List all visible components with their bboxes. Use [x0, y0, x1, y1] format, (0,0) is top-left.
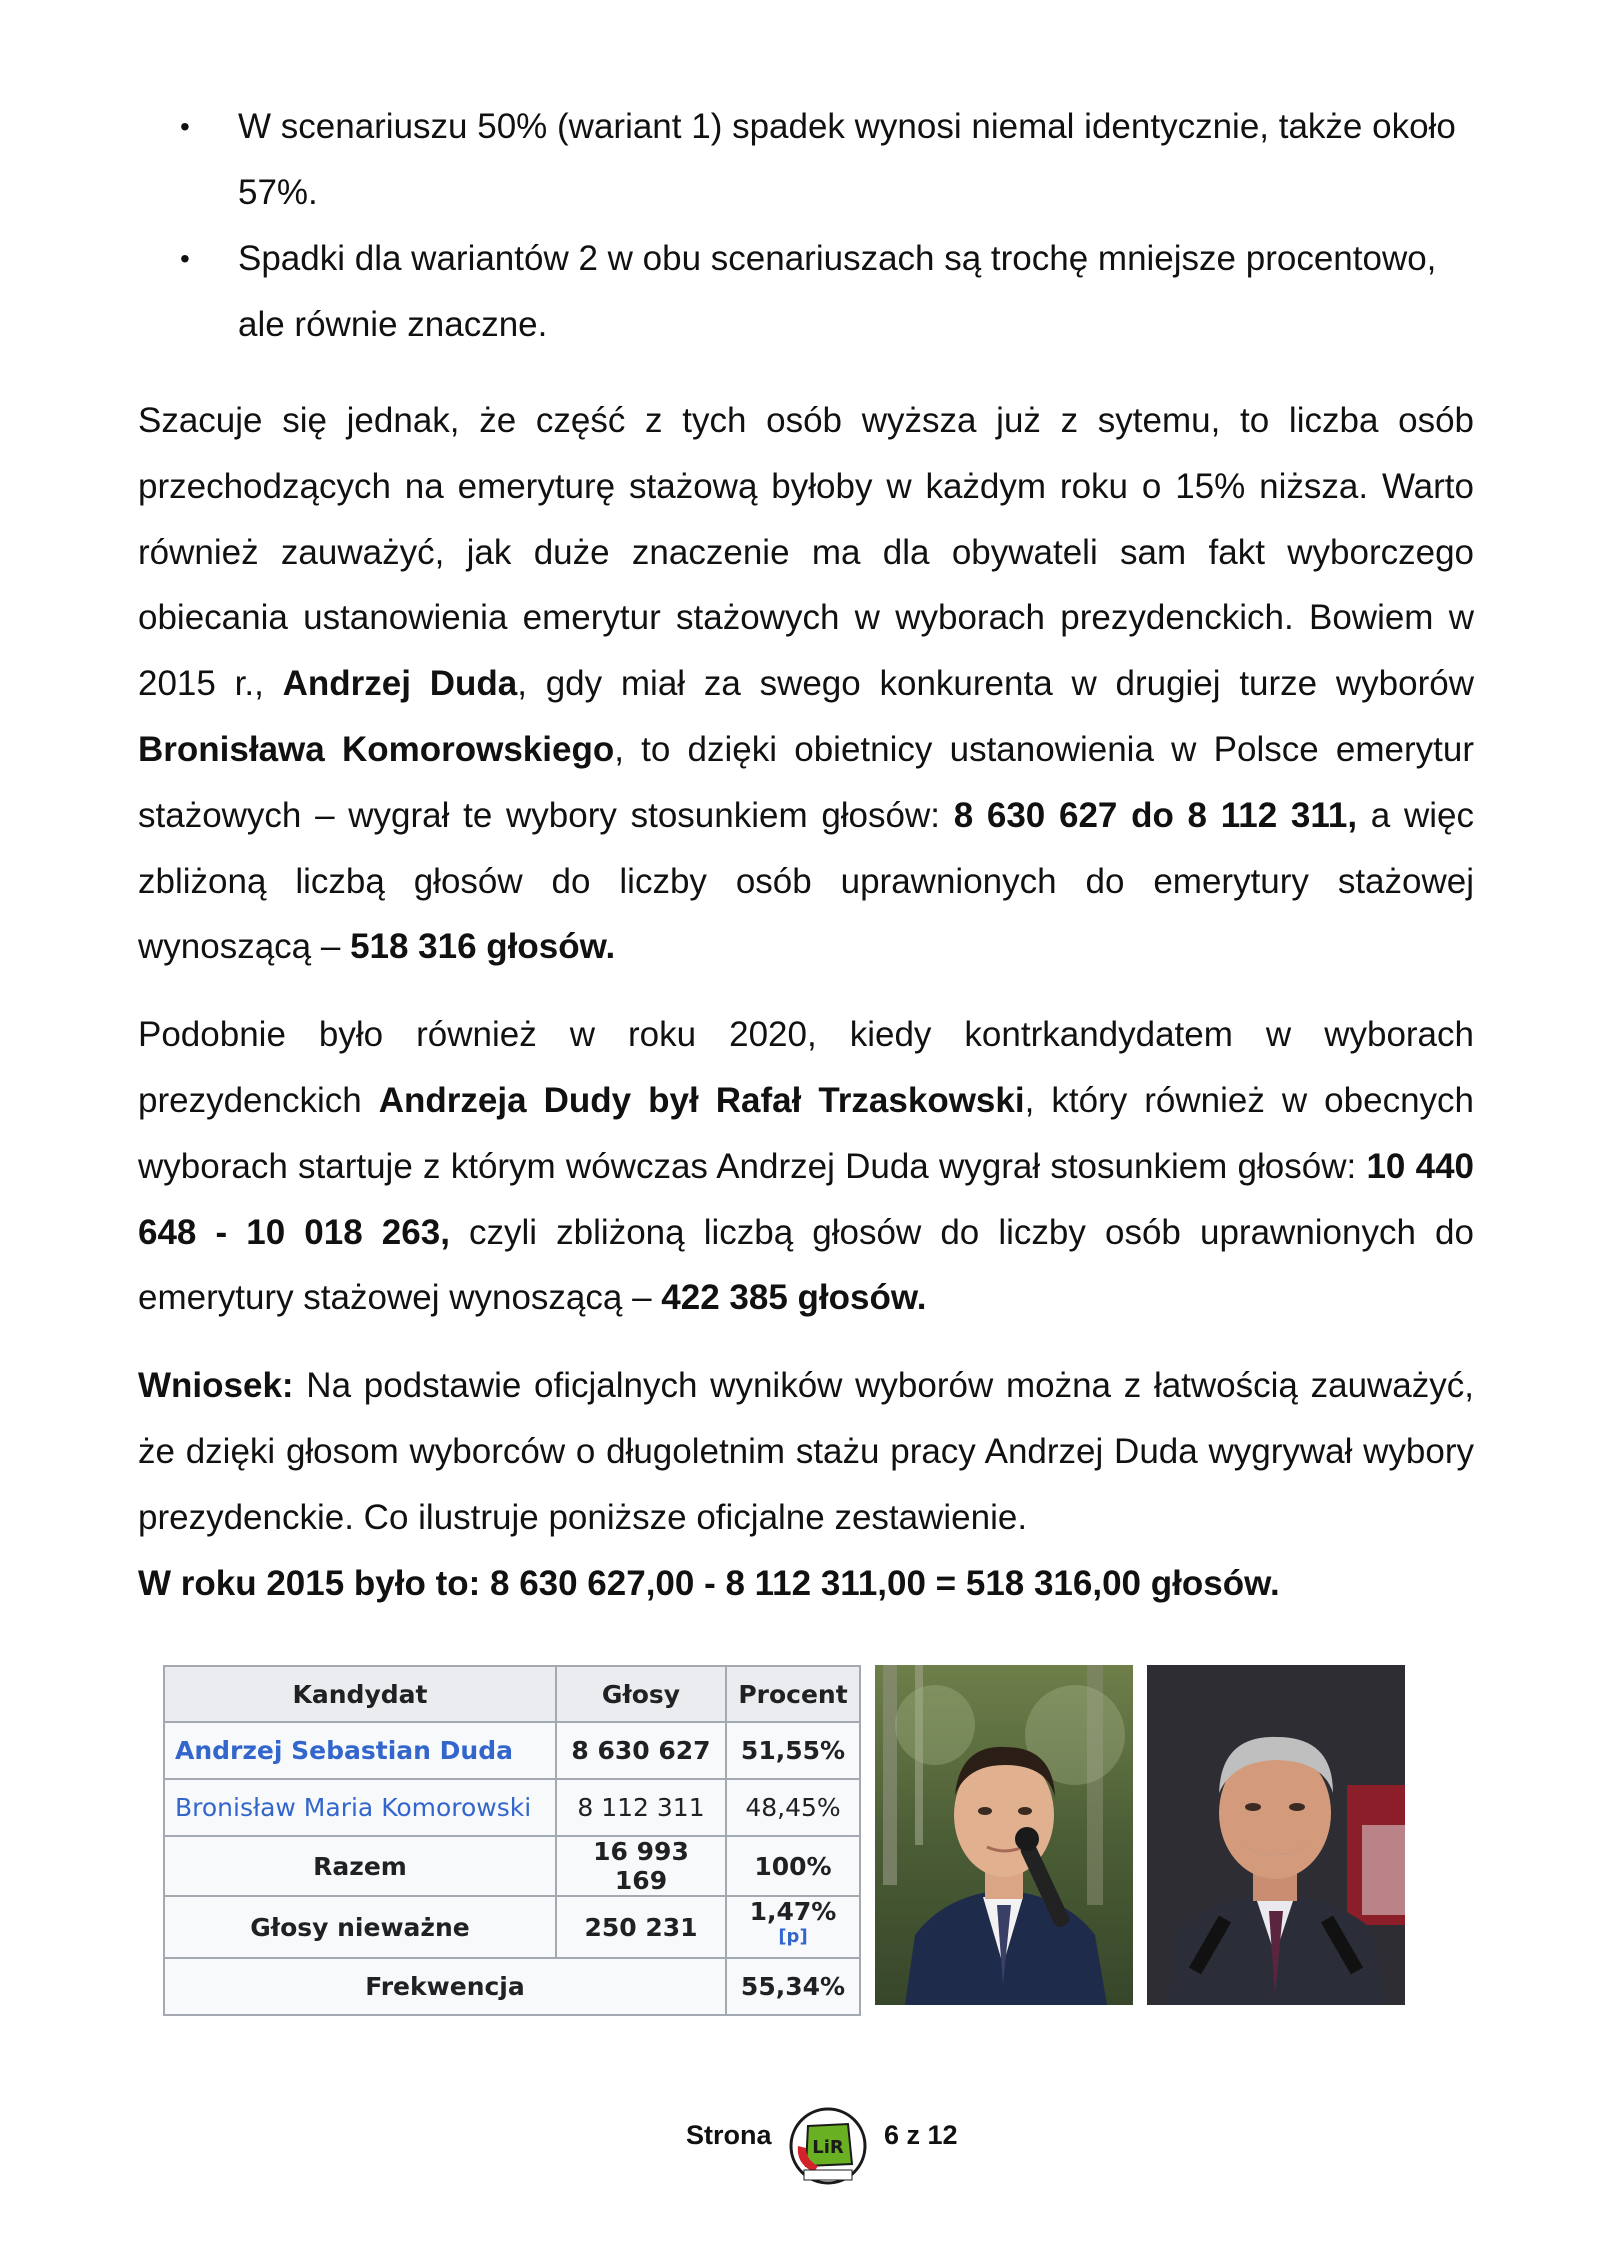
footnote-link[interactable]: [p]: [778, 1926, 808, 1947]
text-run: Szacuje się jednak, że część z tych osób wyższa już z sytemu, to liczba osób przechodzących na emeryturę stażową byłoby w każdym roku o 15% niższa. Warto również zauważyć, jak duże znaczenie ma dla obywateli sam fakt wyborczego obiecania ustanowienia emerytur stażowych w wyborach prezydenckich. Bowiem w 2015 r.,: [138, 401, 1474, 704]
candidate-link[interactable]: Andrzej Sebastian Duda: [175, 1736, 513, 1765]
candidate-link[interactable]: Bronisław Maria Komorowski: [175, 1793, 532, 1822]
portrait-duda-image: [875, 1665, 1133, 2005]
footer-page-number: 6 z 12: [884, 2120, 958, 2150]
bullet-list: [138, 94, 1474, 358]
page-content: [138, 94, 1474, 1616]
table-header-row: [164, 1666, 860, 1722]
footer-page-label: Strona: [686, 2120, 772, 2150]
text-run: , który również w obecnych wyborach startuje z którym wówczas Andrzej Duda wygrał stosunkiem głosów:: [138, 1080, 1475, 1186]
bold-run: 10 440 648 - 10 018 263,: [138, 1146, 1474, 1252]
column-header: Procent: [726, 1666, 860, 1722]
bullet-icon: •: [180, 243, 190, 274]
bold-run: Wniosek:: [138, 1366, 294, 1406]
table-row-turnout: [164, 1958, 860, 2015]
invalid-percent: 1,47%: [749, 1897, 837, 1926]
paragraph-election-2020: [138, 1002, 1474, 1331]
page-footer: [0, 2106, 1600, 2186]
text-run: Podobnie było również w roku 2020, kiedy kontrkandydatem w wyborach prezydenckich: [138, 1015, 1474, 1120]
bullet-item: [138, 226, 1474, 358]
bold-run: 8 630 627 do 8 112 311,: [953, 795, 1358, 835]
text-run: , to dzięki obietnicy ustanowienia w Polsce emerytur stażowych – wygrał te wybory stosunkiem głosów:: [138, 729, 1474, 835]
invalid-label: Głosy nieważne: [164, 1896, 556, 1958]
text-run: Na podstawie oficjalnych wyników wyborów można z łatwością zauważyć, że dzięki głosom wyborców o długoletnim stażu pracy Andrzej Duda wygrywał wybory prezydenckie. Co ilustruje poniższe oficjalne zestawienie.: [138, 1366, 1474, 1537]
paragraph-conclusion: [138, 1353, 1474, 1550]
column-header: Kandydat: [164, 1666, 556, 1722]
portrait-photo-komorowski: [1147, 1665, 1405, 2005]
bold-run: Andrzej Duda: [282, 664, 518, 704]
bullet-icon: •: [180, 111, 190, 142]
table-row: [164, 1722, 860, 1779]
table-row-invalid: [164, 1896, 860, 1958]
logo-text: LiR: [812, 2137, 844, 2158]
bold-run: Andrzeja Dudy był Rafał Trzaskowski: [378, 1080, 1025, 1120]
column-header: Głosy: [556, 1666, 726, 1722]
bullet-item: [138, 94, 1474, 226]
lir-logo-icon: [778, 2106, 878, 2186]
turnout-percent: 55,34%: [726, 1958, 860, 2015]
bold-run: 518 316 głosów.: [350, 927, 616, 967]
percent-cell: 51,55%: [726, 1722, 860, 1779]
table-row: [164, 1779, 860, 1836]
portrait-photo-duda: [875, 1665, 1133, 2005]
percent-cell: 48,45%: [726, 1779, 860, 1836]
votes-cell: 8 630 627: [556, 1722, 726, 1779]
total-votes: 16 993 169: [556, 1836, 726, 1896]
bold-run: 422 385 głosów.: [661, 1278, 927, 1318]
portrait-komorowski-image: [1147, 1665, 1405, 2005]
results-figure: [163, 1665, 1413, 2020]
summary-line: W roku 2015 było to: 8 630 627,00 - 8 112 311,00 = 518 316,00 głosów.: [138, 1563, 1280, 1603]
total-label: Razem: [164, 1836, 556, 1896]
text-run: a więc zbliżoną liczbą głosów do liczby osób uprawnionych do emerytury stażowej wynoszącą –: [138, 795, 1474, 967]
votes-cell: 8 112 311: [556, 1779, 726, 1836]
total-percent: 100%: [726, 1836, 860, 1896]
bold-run: Bronisława Komorowskiego: [138, 729, 615, 769]
text-run: czyli zbliżoną liczbą głosów do liczby osób uprawnionych do emerytury stażowej wynoszącą –: [138, 1212, 1474, 1318]
table-row-total: [164, 1836, 860, 1896]
bullet-text: Spadki dla wariantów 2 w obu scenariuszach są trochę mniejsze procentowo, ale równie znaczne.: [238, 239, 1437, 344]
turnout-label: Frekwencja: [164, 1958, 726, 2015]
election-results-table: [163, 1665, 861, 2016]
invalid-votes: 250 231: [556, 1896, 726, 1958]
candidate-cell: [164, 1722, 556, 1779]
paragraph-election-2015: [138, 388, 1474, 980]
invalid-percent-cell: [726, 1896, 860, 1958]
text-run: , gdy miał za swego konkurenta w drugiej turze wyborów: [517, 664, 1474, 704]
bullet-text: W scenariuszu 50% (wariant 1) spadek wynosi niemal identycznie, także około 57%.: [238, 107, 1456, 212]
candidate-cell: [164, 1779, 556, 1836]
lir-logo-image: [778, 2106, 878, 2186]
